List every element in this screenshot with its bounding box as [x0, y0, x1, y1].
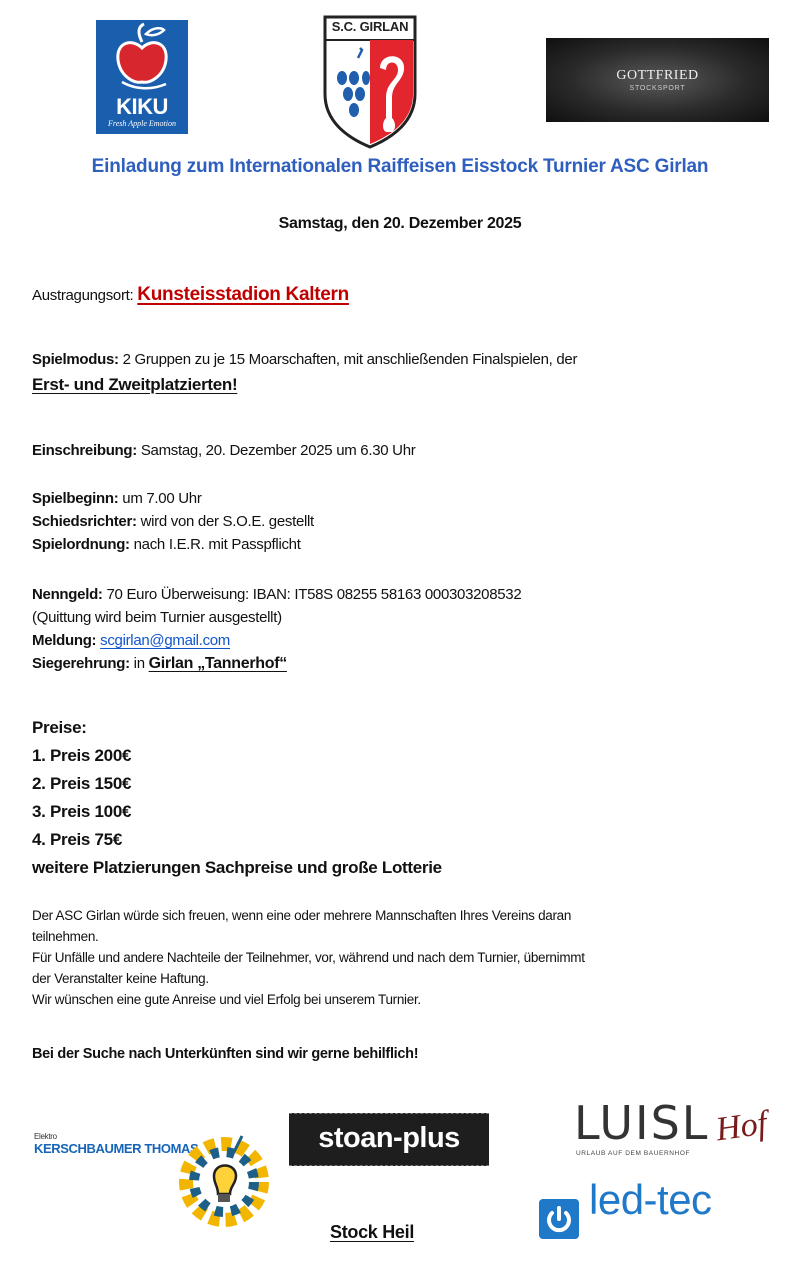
fee-note: (Quittung wird beim Turnier ausgestellt)	[32, 609, 282, 626]
luisl-tagline: URLAUB AUF DEM BAUERNHOF	[576, 1150, 691, 1157]
accommodation-note: Bei der Suche nach Unterkünften sind wir gerne behilflich!	[32, 1046, 419, 1062]
referee-line	[32, 511, 314, 533]
contact-email-link[interactable]: scgirlan@gmail.com	[100, 632, 231, 649]
mode-value: 2 Gruppen zu je 15 Moarschaften, mit anschließenden Finalspielen, der	[118, 351, 578, 368]
shield-icon	[322, 14, 418, 150]
stoan-plus-wordmark: stoan-plus	[318, 1122, 460, 1154]
start-line	[32, 488, 202, 510]
sc-girlan-name: S.C. GIRLAN	[331, 19, 409, 34]
kiku-logo	[96, 20, 188, 134]
registration-line	[32, 440, 415, 462]
ceremony-line	[32, 653, 287, 675]
body-p3: Wir wünschen eine gute Anreise und viel Erfolg bei unserem Turnier.	[32, 992, 421, 1007]
body-p1a: Der ASC Girlan würde sich freuen, wenn eine oder mehrere Mannschaften Ihres Vereins daran	[32, 908, 572, 923]
kerschbaumer-prefix: Elektro	[34, 1132, 57, 1141]
prize-item: 3. Preis 100€	[32, 802, 132, 821]
rules-line	[32, 534, 301, 556]
body-text	[32, 905, 585, 1010]
led-tec-logo	[539, 1176, 749, 1247]
power-icon	[539, 1199, 579, 1239]
led-tec-wordmark: led-tec	[589, 1176, 712, 1223]
luisl-hof-logo	[570, 1098, 770, 1168]
prizes-more: weitere Platzierungen Sachpreise und große Lotterie	[32, 858, 442, 877]
stoan-plus-logo	[289, 1113, 489, 1166]
body-p1b: teilnehmen.	[32, 929, 99, 944]
body-p2a: Für Unfälle und andere Nachteile der Teilnehmer, vor, während und nach dem Turnier, übernimmt	[32, 950, 585, 965]
rules-value: nach I.E.R. mit Passpflicht	[129, 536, 301, 553]
gottfried-stocksport-logo	[546, 38, 769, 122]
closing-greeting: Stock Heil	[330, 1222, 415, 1242]
referee-value: wird von der S.O.E. gestellt	[136, 513, 314, 530]
venue-line	[32, 284, 349, 307]
ceremony-prefix: in	[129, 655, 149, 672]
apple-icon	[96, 20, 188, 94]
contact-line	[32, 630, 230, 652]
ceremony-value: Girlan „Tannerhof“	[148, 655, 287, 672]
start-label: Spielbeginn:	[32, 490, 119, 507]
event-date: Samstag, den 20. Dezember 2025	[278, 215, 522, 232]
venue-label: Austragungsort:	[32, 287, 134, 304]
page-title: Einladung zum Internationalen Raiffeisen Eisstock Turnier ASC Girlan	[91, 156, 709, 177]
registration-value: Samstag, 20. Dezember 2025 um 6.30 Uhr	[136, 442, 416, 459]
mode-label: Spielmodus:	[32, 351, 119, 368]
luisl-wordmark: LUISL	[574, 1096, 710, 1150]
mode-line	[32, 349, 577, 371]
prize-item: 1. Preis 200€	[32, 746, 132, 765]
prizes-heading: Preise:	[32, 718, 87, 737]
contact-label: Meldung:	[32, 632, 97, 649]
sc-girlan-crest	[322, 14, 418, 150]
referee-label: Schiedsrichter:	[32, 513, 137, 530]
ceremony-label: Siegerehrung:	[32, 655, 130, 672]
fee-value: 70 Euro Überweisung: IBAN: IT58S 08255 58163 000303208532	[102, 586, 522, 603]
start-value: um 7.00 Uhr	[118, 490, 202, 507]
prizes	[32, 714, 442, 882]
kiku-slogan: Fresh Apple Emotion	[108, 119, 176, 128]
prize-item: 4. Preis 75€	[32, 830, 122, 849]
gottfried-sub: STOCKSPORT	[629, 85, 686, 92]
prize-item: 2. Preis 150€	[32, 774, 132, 793]
gottfried-wordmark: GOTTFRIED	[616, 68, 699, 83]
mode-emphasis: Erst- und Zweitplatzierten!	[32, 375, 238, 394]
kiku-wordmark: KIKU	[116, 94, 168, 119]
venue-value: Kunsteisstadion Kaltern	[137, 284, 349, 305]
luisl-hof-script: Hof	[713, 1104, 770, 1149]
body-p2b: der Veranstalter keine Haftung.	[32, 971, 209, 986]
fee-label: Nenngeld:	[32, 586, 103, 603]
fee-line	[32, 584, 521, 606]
rules-label: Spielordnung:	[32, 536, 130, 553]
kerschbaumer-name: KERSCHBAUMER THOMAS	[34, 1141, 199, 1156]
registration-label: Einschreibung:	[32, 442, 137, 459]
lightbulb-icon	[176, 1132, 272, 1228]
